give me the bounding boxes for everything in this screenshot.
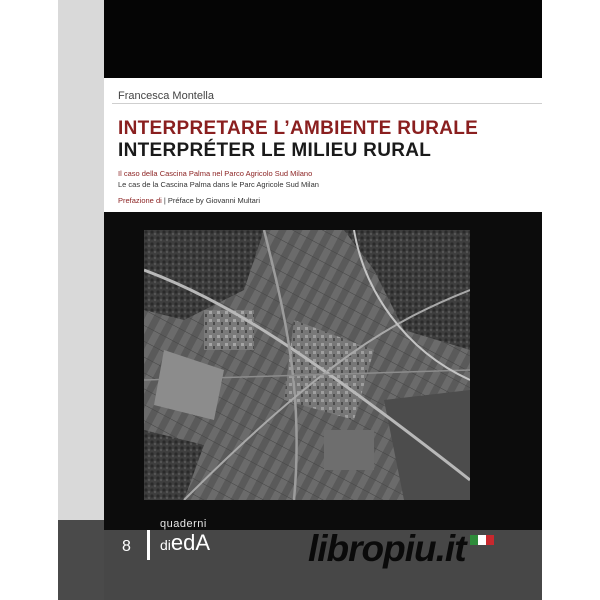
preface-label: Prefazione di <box>118 196 162 205</box>
subtitle-french: Le cas de la Cascina Palma dans le Parc Agricole Sud Milan <box>118 180 319 189</box>
aerial-photo <box>144 230 470 500</box>
divider-line <box>112 103 542 104</box>
cover-top-black-bar <box>104 0 542 78</box>
series-name-di: di <box>160 537 171 553</box>
series-divider <box>147 530 150 560</box>
series-name <box>160 530 210 556</box>
preface-author: | Préface by Giovanni Multari <box>161 196 261 205</box>
series-number: 8 <box>122 538 131 555</box>
italian-flag-icon <box>470 535 494 545</box>
flag-white <box>478 535 486 545</box>
spine-bottom-band <box>58 520 104 600</box>
title-italian: INTERPRETARE L’AMBIENTE RURALE <box>118 118 479 139</box>
title-french: INTERPRÉTER LE MILIEU RURAL <box>118 140 432 161</box>
libropiu-logo[interactable]: libropiu.it <box>308 528 466 569</box>
series-name-eda: edA <box>170 530 211 555</box>
author-name: Francesca Montella <box>118 90 214 102</box>
flag-green <box>470 535 478 545</box>
cover-spine-band <box>58 0 104 600</box>
subtitle-italian: Il caso della Cascina Palma nel Parco Agricolo Sud Milano <box>118 169 313 178</box>
preface-credit <box>118 196 260 205</box>
flag-red <box>486 535 494 545</box>
series-label: quaderni <box>160 518 207 530</box>
